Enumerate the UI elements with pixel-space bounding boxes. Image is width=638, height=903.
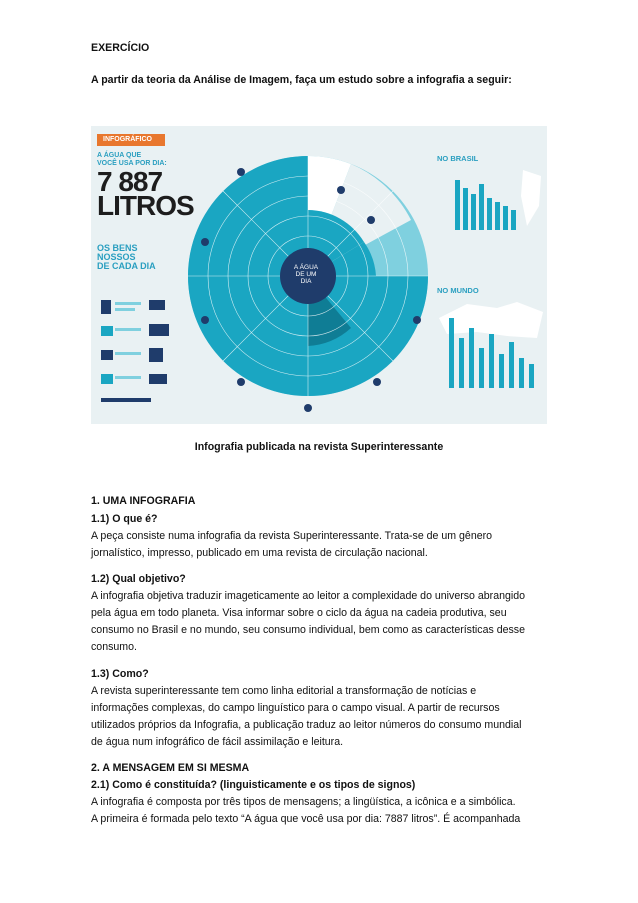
infographic-tag: INFOGRÁFICO <box>97 134 165 146</box>
chart-center-label <box>288 264 324 285</box>
paragraph-line: A peça consiste numa infografia da revista Superinteressante. Trata-se de um gênero <box>91 530 493 542</box>
bens-line-3: DE CADA DIA <box>97 261 156 271</box>
instruction-text: A partir da teoria da Análise de Imagem, faça um estudo sobre a infografia a seguir: <box>91 74 512 86</box>
section-1-2-title: 1.2) Qual objetivo? <box>91 573 186 585</box>
infographic-image <box>91 126 547 424</box>
big-number-line-2: LITROS <box>97 190 194 221</box>
brasil-bar-chart <box>437 166 543 266</box>
paragraph-line: consumo no Brasil e no mundo, seu consumo individual, bem como as características desse <box>91 624 525 636</box>
center-line-3: DIA <box>300 278 312 285</box>
radial-water-chart <box>181 130 471 422</box>
mundo-bar-chart <box>437 298 545 410</box>
mundo-label: NO MUNDO <box>437 286 479 295</box>
section-2-1-title: 2.1) Como é constituída? (linguisticamente e os tipos de signos) <box>91 779 416 791</box>
bens-line-1: OS BENS <box>97 243 138 253</box>
headline-line-2: VOCÊ USA POR DIA: <box>97 160 167 167</box>
image-caption: Infografia publicada na revista Superinteressante <box>194 441 444 453</box>
paragraph-line: A infografia é composta por três tipos de mensagens; a lingüística, a icônica e a simbólica. <box>91 796 516 808</box>
section-1-1-title: 1.1) O que é? <box>91 513 158 525</box>
products-icons <box>99 296 185 414</box>
paragraph-line: A primeira é formada pelo texto “A água que você usa por dia: 7887 litros”. É acompanhada <box>91 813 521 825</box>
paragraph-line: consumo. <box>91 641 137 653</box>
infographic-big-number <box>97 166 194 221</box>
center-line-2: DE UM <box>295 271 317 278</box>
section-1-3-title: 1.3) Como? <box>91 668 149 680</box>
bens-heading <box>97 244 156 271</box>
paragraph-line: jornalístico, impresso, publicado em uma revista de circulação nacional. <box>91 547 428 559</box>
paragraph-line: A revista superinteressante tem como linha editorial a transformação de notícias e <box>91 685 477 697</box>
section-2-title: 2. A MENSAGEM EM SI MESMA <box>91 762 250 774</box>
big-number-line-1: 7 887 <box>97 166 163 197</box>
paragraph-line: de água num infográfico de fácil assimilação e leitura. <box>91 736 344 748</box>
center-line-1: A ÁGUA <box>293 264 319 271</box>
paragraph-line: pela água em todo planeta. Visa informar sobre o ciclo da água na cadeia produtiva, seu <box>91 607 507 619</box>
section-1-title: 1. UMA INFOGRAFIA <box>91 495 196 507</box>
paragraph-line: utilizados próprios da Infografia, a publicação traduz ao leitor números do consumo mundial <box>91 719 522 731</box>
paragraph-line: A infografia objetiva traduzir imageticamente ao leitor a complexidade do universo abrangido <box>91 590 526 602</box>
headline-line-1: A ÁGUA QUE <box>97 152 142 159</box>
paragraph-line: informações complexas, do campo linguístico para o campo visual. A partir de recursos <box>91 702 500 714</box>
brasil-label: NO BRASIL <box>437 154 479 163</box>
bens-line-2: NOSSOS <box>97 252 136 262</box>
document-title: EXERCÍCIO <box>91 42 150 54</box>
